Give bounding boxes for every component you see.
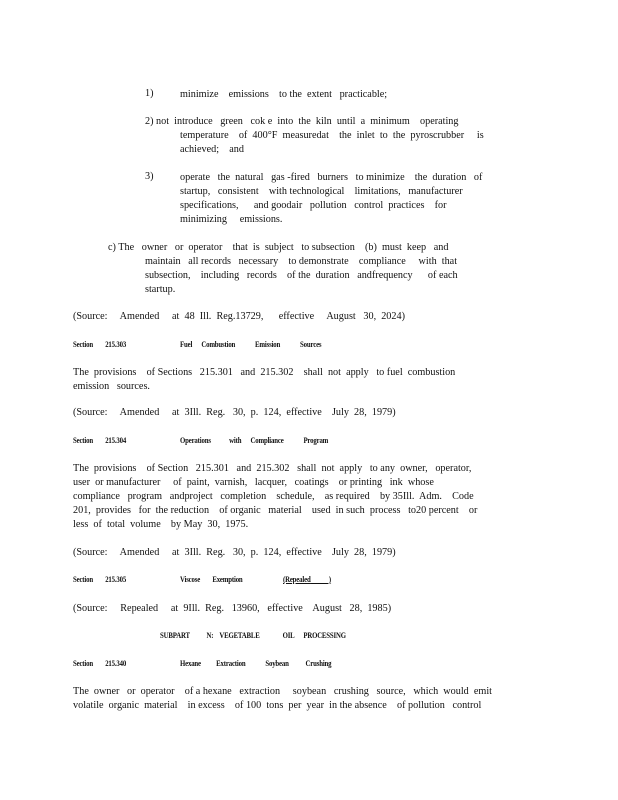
- item-3-number: 3): [145, 171, 154, 182]
- item-3-text: [180, 171, 482, 227]
- section-title: Fuel Combustion Emission Sources: [180, 340, 322, 349]
- item-c-text: [145, 255, 458, 297]
- item-3-line: specifications, and goodair pollution control practices for: [180, 200, 447, 211]
- paragraph-line: user or manufacturer of paint, varnish, lacquer, coatings or printing ink whose: [73, 477, 434, 488]
- item-3-line: operate the natural gas -fired burners to minimize the duration of: [180, 172, 483, 183]
- item-3-line: minimizing emissions.: [180, 214, 283, 225]
- repealed-marker: (Repealed ): [283, 575, 332, 584]
- item-c-lead-line: c) The owner or operator that is subject to subsection (b) must keep and: [108, 242, 449, 253]
- paragraph-line: The owner or operator of a hexane extraction soybean crushing source, which would emit: [73, 686, 492, 697]
- section-number: Section 215.340: [73, 659, 127, 668]
- paragraph-line: The provisions of Section 215.301 and 215.302 shall not apply to any owner, operator,: [73, 463, 472, 474]
- source-note: (Source: Amended at 3Ill. Reg. 30, p. 124, effective July 28, 1979): [73, 547, 396, 558]
- item-c-line: maintain all records necessary to demonstrate compliance with that: [145, 256, 458, 267]
- item-2-text: [180, 129, 484, 157]
- section-number: Section 215.304: [73, 436, 127, 445]
- section-number: Section 215.305: [73, 575, 127, 584]
- item-c-line: subsection, including records of the duration andfrequency of each: [145, 270, 458, 281]
- paragraph-line: emission sources.: [73, 381, 150, 392]
- paragraph-line: The provisions of Sections 215.301 and 215.302 shall not apply to fuel combustion: [73, 367, 456, 378]
- section-number: Section 215.303: [73, 340, 127, 349]
- paragraph-line: less of total volume by May 30, 1975.: [73, 519, 249, 530]
- section-303-paragraph: [73, 366, 455, 394]
- section-title: Operations with Compliance Program: [180, 436, 329, 445]
- subpart-heading: SUBPART N: VEGETABLE OIL PROCESSING: [160, 631, 346, 640]
- item-c-line: startup.: [145, 284, 176, 295]
- item-2-lead-line: 2) not introduce green cok e into the kiln until a minimum operating: [145, 116, 459, 127]
- paragraph-line: volatile organic material in excess of 100 tons per year in the absence of pollution control: [73, 700, 482, 711]
- item-1-number: 1): [145, 88, 154, 99]
- item-2-line: temperature of 400°F measuredat the inlet to the pyroscrubber is: [180, 130, 484, 141]
- section-title: Viscose Exemption: [180, 575, 243, 584]
- source-note: (Source: Amended at 3Ill. Reg. 30, p. 124, effective July 28, 1979): [73, 407, 396, 418]
- item-1-line: minimize emissions to the extent practicable;: [180, 89, 388, 100]
- paragraph-line: compliance program andproject completion schedule, as required by 35Ill. Adm. Code: [73, 491, 474, 502]
- paragraph-line: 201, provides for the reduction of organic material used in such process to20 percent or: [73, 505, 478, 516]
- item-2-line: achieved; and: [180, 144, 244, 155]
- item-1-text: [180, 88, 387, 102]
- source-note: (Source: Repealed at 9Ill. Reg. 13960, effective August 28, 1985): [73, 603, 392, 614]
- section-340-paragraph: [73, 685, 492, 713]
- source-note: (Source: Amended at 48 Ill. Reg.13729, effective August 30, 2024): [73, 311, 405, 322]
- repealed-label: (Repealed: [283, 575, 311, 584]
- item-3-line: startup, consistent with technological limitations, manufacturer: [180, 186, 463, 197]
- section-title: Hexane Extraction Soybean Crushing: [180, 659, 332, 668]
- section-304-paragraph: [73, 462, 477, 532]
